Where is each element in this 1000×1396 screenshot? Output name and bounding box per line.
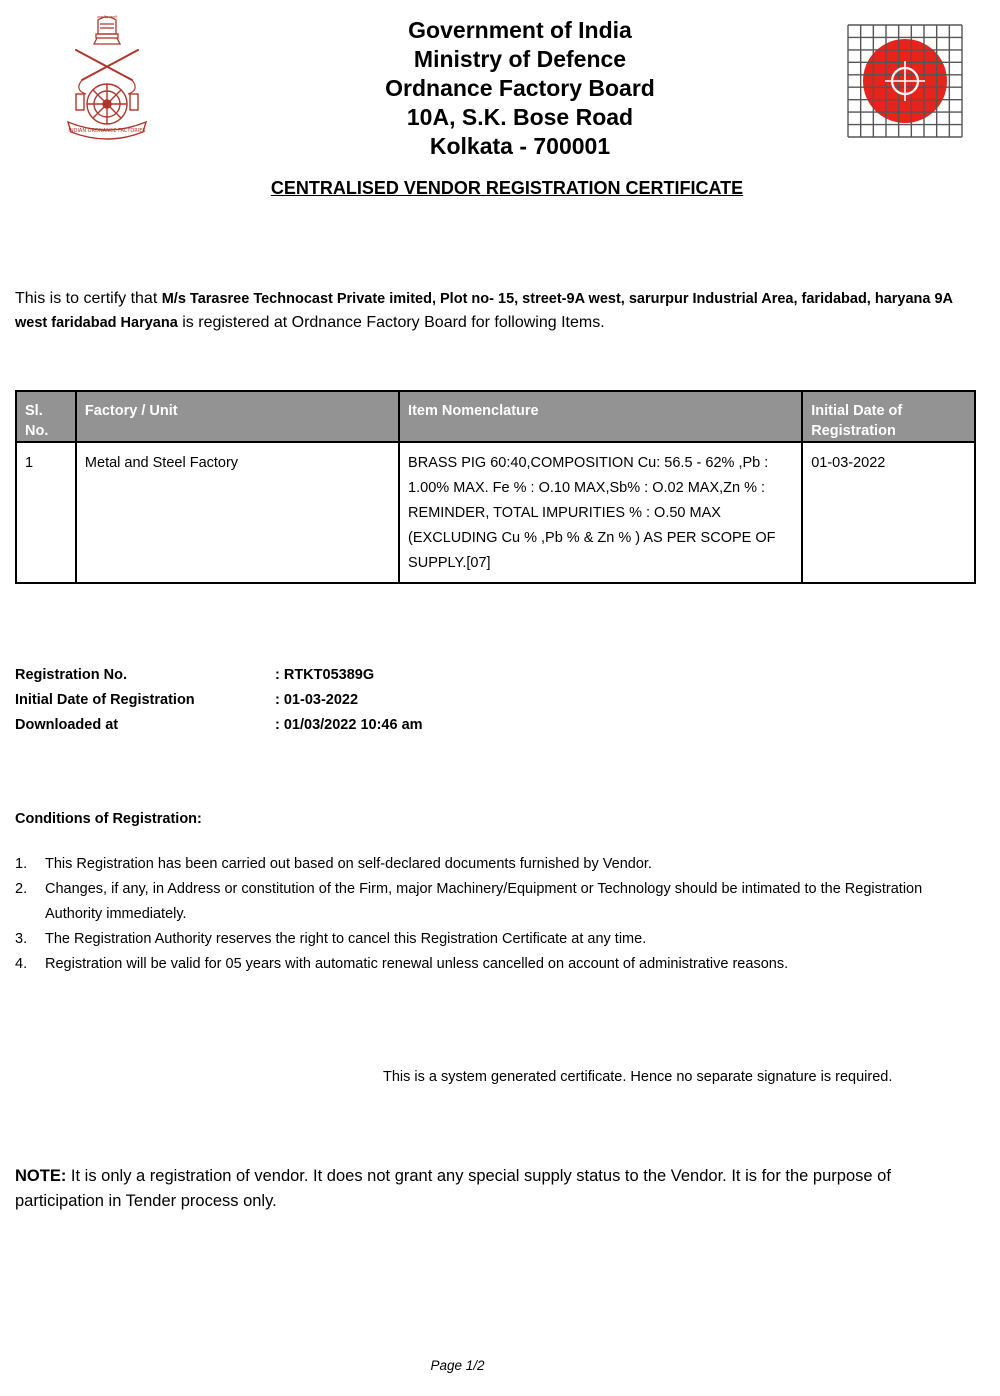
office-address-header xyxy=(300,16,740,161)
indian-ordnance-factories-emblem-icon xyxy=(62,14,152,142)
header-ministry: Ministry of Defence xyxy=(413,46,627,72)
detail-value: : 01-03-2022 xyxy=(275,692,359,708)
detail-value: : RTKT05389G xyxy=(275,667,375,683)
conditions-list xyxy=(15,852,955,977)
condition-text: Registration will be valid for 05 years with automatic renewal unless cancelled on account of administrative reasons. xyxy=(45,956,789,972)
detail-label: Downloaded at xyxy=(15,717,119,733)
condition-number: 2. xyxy=(15,881,28,897)
condition-text: This Registration has been carried out based on self-declared documents furnished by Vendor. xyxy=(45,856,652,872)
header-item-nomenclature: Item Nomenclature xyxy=(399,391,802,442)
condition-text: The Registration Authority reserves the right to cancel this Registration Certificate at any time. xyxy=(45,931,647,947)
vendor-name-address: M/s Tarasree Technocast Private imited, Plot no- 15, street-9A west, sarurpur Industrial Area, faridabad, haryana 9A west faridabad Haryana xyxy=(15,291,953,331)
detail-label: Initial Date of Registration xyxy=(15,692,195,708)
detail-label: Registration No. xyxy=(15,667,127,683)
condition-number: 3. xyxy=(15,931,28,947)
note-text: It is only a registration of vendor. It does not grant any special supply status to the Vendor. It is for the purpose of participation in Tender process only. xyxy=(15,1167,891,1210)
header-government: Government of India xyxy=(408,17,632,43)
condition-text: Changes, if any, in Address or constitution of the Firm, major Machinery/Equipment or Technology should be intimated to the Registration Authority immediately. xyxy=(45,881,923,922)
cell-factory: Metal and Steel Factory xyxy=(76,442,399,583)
header-city: Kolkata - 700001 xyxy=(429,133,611,159)
table-row xyxy=(16,442,975,583)
header-factory-unit: Factory / Unit xyxy=(76,391,399,442)
list-item xyxy=(15,952,955,977)
emblem-ribbon-text: INDIAN ORDNANCE FACTORIES xyxy=(68,128,146,134)
cell-item-nomenclature: BRASS PIG 60:40,COMPOSITION Cu: 56.5 - 62% ,Pb : 1.00% MAX. Fe % : O.10 MAX,Sb% : O.02 MAX,Zn % : REMINDER, TOTAL IMPURITIES % : O.50 MAX (EXCLUDING Cu % ,Pb % & Zn % ) AS PER SCOPE OF SUPPLY.[07] xyxy=(399,442,802,583)
certification-statement xyxy=(15,287,980,335)
conditions-heading: Conditions of Registration: xyxy=(15,811,202,827)
header-board: Ordnance Factory Board xyxy=(385,75,655,101)
cell-initial-date: 01-03-2022 xyxy=(802,442,975,583)
condition-number: 4. xyxy=(15,956,28,972)
condition-number: 1. xyxy=(15,856,28,872)
list-item xyxy=(15,852,955,877)
system-generated-note: This is a system generated certificate. Hence no separate signature is required. xyxy=(383,1069,893,1085)
header-initial-date: Initial Date of Registration xyxy=(802,391,975,442)
header-sl-no: Sl. No. xyxy=(16,391,76,442)
detail-value: : 01/03/2022 10:46 am xyxy=(275,717,423,733)
registered-items-table xyxy=(15,390,976,584)
intro-suffix: is registered at Ordnance Factory Board for following Items. xyxy=(177,314,605,331)
list-item xyxy=(15,877,955,927)
vendor-note xyxy=(15,1164,975,1214)
page-number: Page 1/2 xyxy=(430,1358,485,1373)
header-street: 10A, S.K. Bose Road xyxy=(406,104,634,130)
cell-sl-no: 1 xyxy=(16,442,76,583)
intro-prefix: This is to certify that xyxy=(15,290,162,307)
list-item xyxy=(15,927,955,952)
emblem-motto-text: सत्यमेव जयते xyxy=(97,14,117,20)
table-header-row xyxy=(16,391,975,442)
note-label: NOTE: xyxy=(15,1167,67,1185)
certificate-title: CENTRALISED VENDOR REGISTRATION CERTIFICATE xyxy=(270,178,744,198)
ofb-target-grid-logo-icon xyxy=(846,23,964,139)
